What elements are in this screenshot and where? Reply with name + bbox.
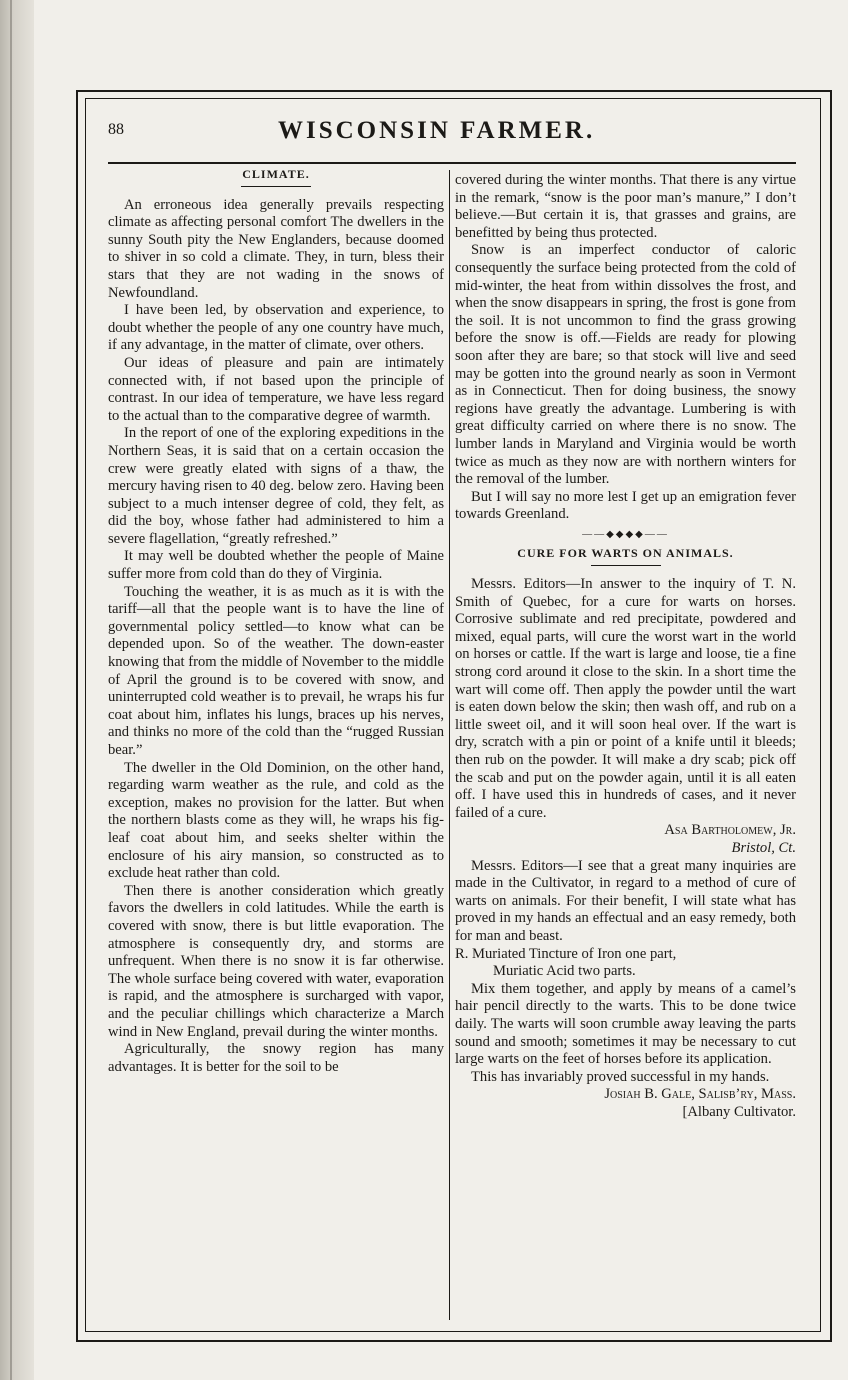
paragraph: It may well be doubted whether the people of Maine suffer more from cold than do they of Virginia. — [108, 548, 444, 583]
letter-paragraph: Mix them together, and apply by means of a camel’s hair pencil directly to the warts. This to be done twice daily. The warts will soon crumble away leaving the parts sound and smooth; sometimes it may be necessary to cut large warts on the feet of horses before its application. — [455, 980, 796, 1068]
header-rule — [108, 162, 796, 164]
recipe-line: Muriatic Acid two parts. — [493, 963, 636, 980]
paragraph: The dweller in the Old Dominion, on the other hand, regarding warm weather as the rule, and cold as the exception, makes no provision for the latter. But when the northern blasts come as they will, he wraps his fig-leaf coat about him, and seeks shelter within the enclosure of his airy mansion, so constructed as to exclude heat rather than cold. — [108, 759, 444, 882]
signature: Asa Bartholomew, Jr. — [664, 822, 796, 839]
right-column — [455, 172, 796, 1121]
article-title-warts: CURE FOR WARTS ON ANIMALS. — [517, 546, 734, 561]
paragraph: Then there is another consideration which greatly favors the dwellers in cold latitudes. While the earth is covered with snow, there is but little evaporation. The atmosphere is consequently dry, and storms are unfrequent. When there is no snow it is far otherwise. The whole surface being covered with water, evaporation is rapid, and the atmosphere is surcharged with vapor, and the peculiar chillings which characterize a March wind in New England, prevail during the winter months. — [108, 882, 444, 1040]
paragraph: Snow is an imperfect conductor of caloric consequently the surface being protected from the cold of mid-winter, the heat from within dissolves the frost, and when the snow disappears in spring, the frost is gone from the soil. It is not uncommon to find the grass growing before the snow is off.—Fields are ready for plowing soon after they are bare; so that stock will live and seed may be gotten into the ground nearly as soon in Vermont as in Connecticut. Then for doing business, the snowy regions have greatly the advantage. Lumbering is with great difficulty carried on where there is no snow. The lumber lands in Maryland and Virginia would be worth twice as much as they now are with northern winters for the removal of the lumber. — [455, 242, 796, 488]
paragraph: Our ideas of pleasure and pain are intimately connected with, if not based upon the principle of contrast. In our idea of temperature, we have less regard to the actual than to the comparative degree of warmth. — [108, 354, 444, 424]
signature-place: Bristol, Ct. — [731, 839, 796, 856]
article-title-climate: CLIMATE. — [242, 167, 310, 181]
letter-paragraph: Messrs. Editors—I see that a great many inquiries are made in the Cultivator, in regard to a method of cure of warts on animals. For their benefit, I will state what has proved in my hands an effectual and an easy remedy, both for man and beast. — [455, 857, 796, 944]
paragraph-continued: covered during the winter months. That there is any virtue in the remark, “snow is the poor man’s manure,” I don’t believe.—But certain it is, that grasses and grains, are benefitted by being thus protected. — [455, 172, 796, 241]
source-credit: [Albany Cultivator. — [682, 1103, 796, 1120]
page-number: 88 — [108, 121, 124, 138]
letter-paragraph: This has invariably proved successful in my hands. — [471, 1068, 770, 1085]
letter-paragraph: Messrs. Editors—In answer to the inquiry of T. N. Smith of Quebec, for a cure for warts on horses. Corrosive sublimate and red precipitate, powdered and mixed, equal parts, will cure the worst wart in the world on horses or cattle. If the wart is large and loose, tie a fine strong cord around it close to the skin. In a short time the wart will come off. Then apply the powder until the wart is eaten down below the skin; then wash off, and rub on a little sweet oil, and it will soon heal over. If the wart is dry, scratch with a pin or point of a knife until it bleeds; then rub on the powder. It will make a dry scab; pick off the scab and put on the powder again, until it is all eaten off. I have used this in hundreds of cases, and it never failed of a cure. — [455, 576, 796, 821]
signature: Josiah B. Gale, Salisb’ry, Mass. — [604, 1086, 796, 1103]
left-column — [108, 166, 444, 1076]
paragraph: Agriculturally, the snowy region has many advantages. It is better for the soil to be — [108, 1041, 444, 1075]
ornamental-divider: ——◆◆◆◆—— — [582, 528, 669, 540]
recipe-line: R. Muriated Tincture of Iron one part, — [455, 945, 677, 962]
paragraph: An erroneous idea generally prevails respecting climate as affecting personal comfort The dwellers in the sunny South pity the New Englanders, because doomed to shiver in so cold a climate. They, in turn, bless their stars that they are not wading in the snows of Newfoundland. — [108, 196, 444, 301]
book-binding — [0, 0, 34, 1380]
column-divider — [449, 170, 450, 1320]
paragraph: But I will say no more lest I get up an emigration fever towards Greenland. — [455, 488, 796, 523]
masthead-title: WISCONSIN FARMER. — [278, 117, 596, 144]
paragraph: In the report of one of the exploring expeditions in the Northern Seas, it is said that on a certain occasion the crew were greatly elated with signs of a thaw, the mercury having risen to 40 deg. below zero. Having been subject to a much intenser degree of cold, they felt, as did the boy, whose father had administered to him a severe flagellation, “greatly refreshed.” — [108, 425, 444, 547]
title-rule — [591, 565, 661, 566]
paragraph: I have been led, by observation and experience, to doubt whether the people of any one country have much, if any advantage, in the matter of climate, over others. — [108, 302, 444, 354]
binding-edge — [10, 0, 12, 1380]
page-header — [108, 113, 808, 153]
paragraph: Touching the weather, it is as much as it is with the tariff—all that the people want is to have the line of governmental policy settled—to know what can be depended upon. So of the weather. The down-easter knowing that from the middle of November to the middle of April the ground is to be covered with snow, and uninterrupted cold weather is to prevail, he wraps his fur coat about him, inflates his lungs, braces up his nerves, and thinks no more of the cold than the “rugged Russian bear.” — [108, 583, 444, 758]
title-rule — [241, 186, 311, 187]
